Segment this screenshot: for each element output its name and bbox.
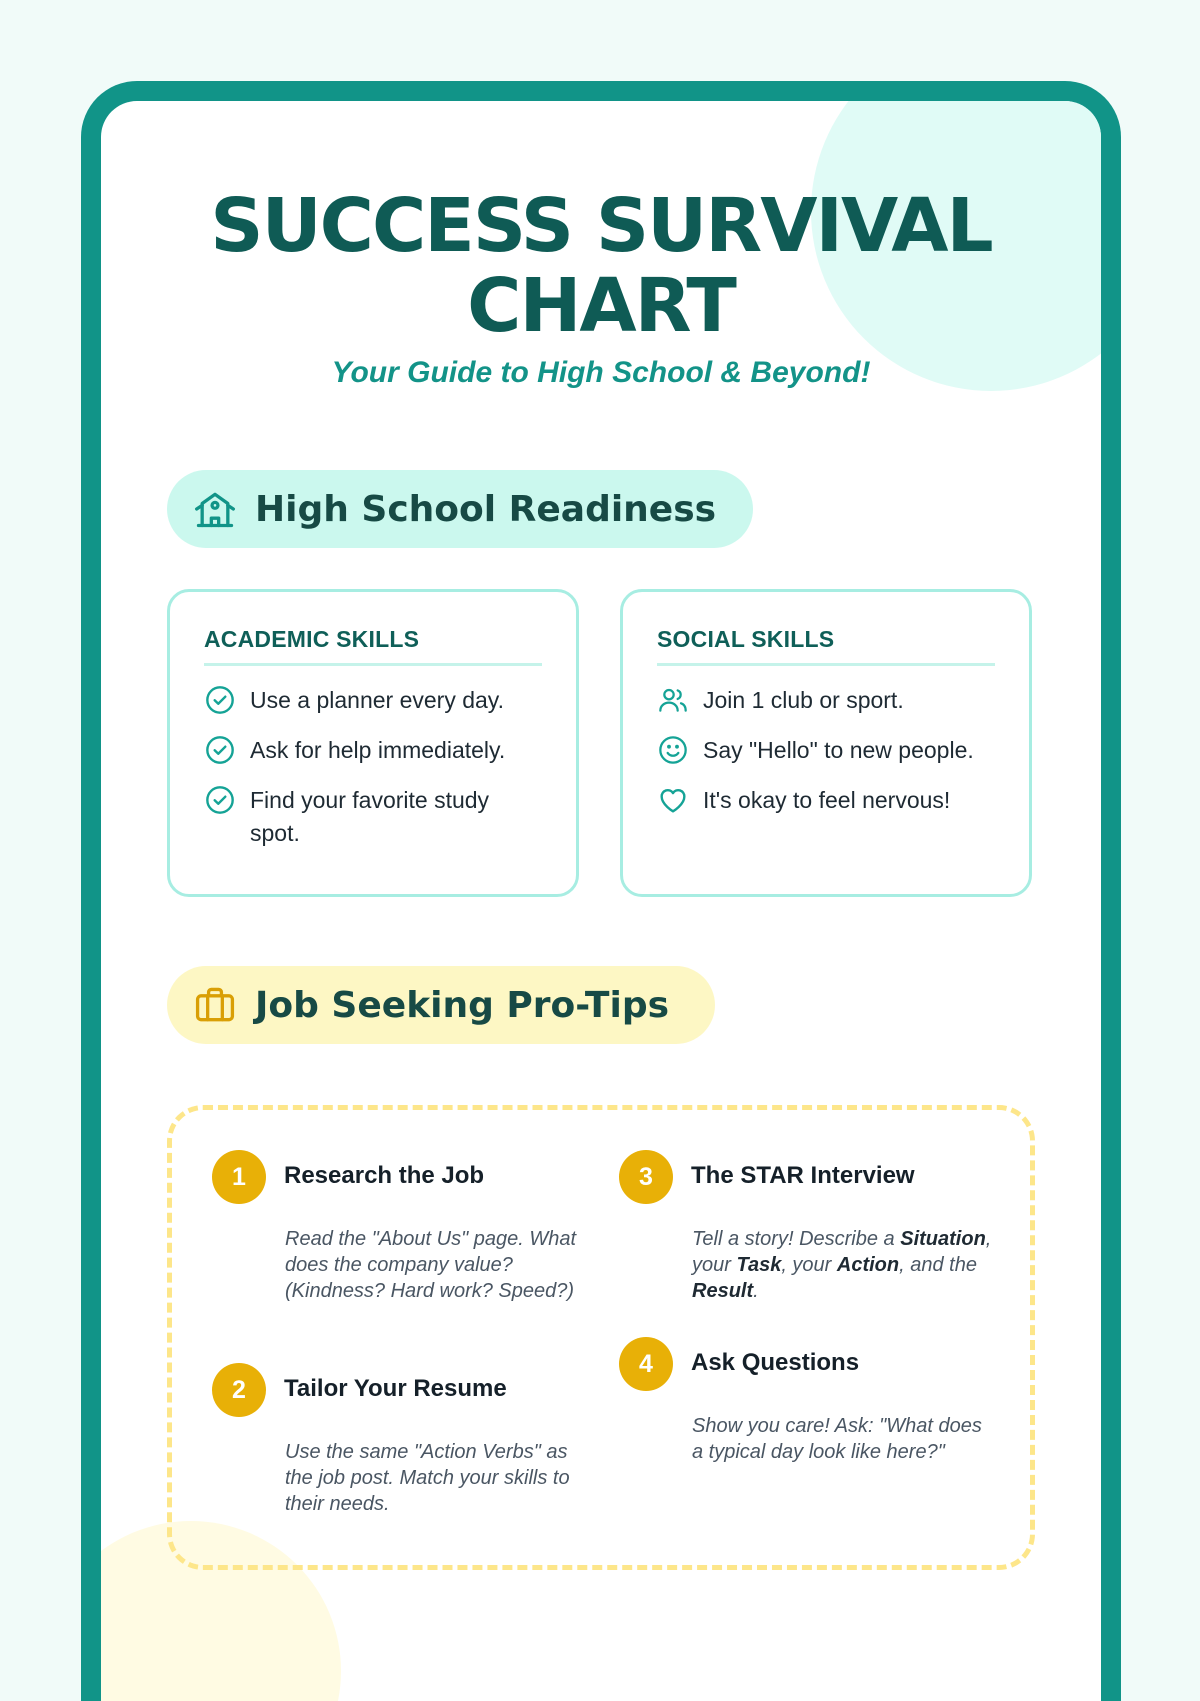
- desc-emphasis-task: Task: [736, 1254, 782, 1276]
- desc-text: .: [753, 1280, 759, 1302]
- desc-emphasis-result: Result: [692, 1280, 754, 1302]
- list-item: [657, 784, 995, 817]
- check-circle-icon: [204, 734, 236, 766]
- page-title: [101, 183, 1101, 349]
- step-description: Read the "About Us" page. What does the company value? (Kindness? Hard work? Speed?): [285, 1228, 577, 1302]
- academic-skills-heading: ACADEMIC SKILLS: [204, 626, 542, 666]
- step-description: Use the same "Action Verbs" as the job post. Match your skills to their needs.: [285, 1441, 570, 1515]
- briefcase-icon: [193, 983, 237, 1027]
- title-line-2: CHART: [467, 263, 735, 349]
- social-item-text: Join 1 club or sport.: [703, 687, 904, 713]
- step-number-badge: 4: [619, 1337, 673, 1391]
- step-title: Tailor Your Resume: [284, 1375, 507, 1402]
- academic-item-text: Use a planner every day.: [250, 687, 504, 713]
- title-line-1: SUCCESS SURVIVAL: [210, 183, 992, 269]
- list-item: [204, 784, 542, 850]
- list-item: [204, 684, 542, 717]
- check-circle-icon: [204, 784, 236, 816]
- step-title: Research the Job: [284, 1162, 485, 1189]
- section-header-high-school: [167, 470, 753, 548]
- smile-icon: [657, 734, 689, 766]
- step-description: [692, 1226, 992, 1304]
- school-icon: [193, 487, 237, 531]
- academic-skills-card: [167, 589, 579, 897]
- step-number-badge: 2: [212, 1363, 266, 1417]
- section-header-job-tips: [167, 966, 715, 1044]
- academic-item-text: Ask for help immediately.: [250, 737, 506, 763]
- step-title: Ask Questions: [691, 1349, 860, 1376]
- social-skills-heading: SOCIAL SKILLS: [657, 626, 995, 666]
- desc-text: , your: [781, 1254, 837, 1276]
- academic-item-text: Find your favorite study spot.: [250, 787, 490, 846]
- social-skills-card: [620, 589, 1032, 897]
- section-title-high-school: High School Readiness: [255, 488, 717, 530]
- step-number-badge: 3: [619, 1150, 673, 1204]
- social-item-text: Say "Hello" to new people.: [703, 737, 974, 763]
- heart-icon: [657, 784, 689, 816]
- list-item: [204, 734, 542, 767]
- list-item: [657, 734, 995, 767]
- job-tips-panel: [167, 1105, 1035, 1570]
- desc-text: , and the: [899, 1254, 977, 1276]
- page-subtitle: Your Guide to High School & Beyond!: [331, 356, 871, 389]
- step-title: The STAR Interview: [691, 1162, 915, 1189]
- users-icon: [657, 684, 689, 716]
- section-title-job-tips: Job Seeking Pro-Tips: [255, 984, 670, 1026]
- step-description: Show you care! Ask: "What does a typical day look like here?": [692, 1415, 982, 1463]
- desc-emphasis-action: Action: [836, 1254, 900, 1276]
- list-item: [657, 684, 995, 717]
- desc-emphasis-situation: Situation: [900, 1228, 986, 1250]
- desc-text: Tell a story! Describe a: [692, 1228, 901, 1250]
- check-circle-icon: [204, 684, 236, 716]
- desc-text: , your: [692, 1228, 992, 1276]
- social-item-text: It's okay to feel nervous!: [703, 787, 951, 813]
- step-number-badge: 1: [212, 1150, 266, 1204]
- chart-card: [81, 81, 1121, 1701]
